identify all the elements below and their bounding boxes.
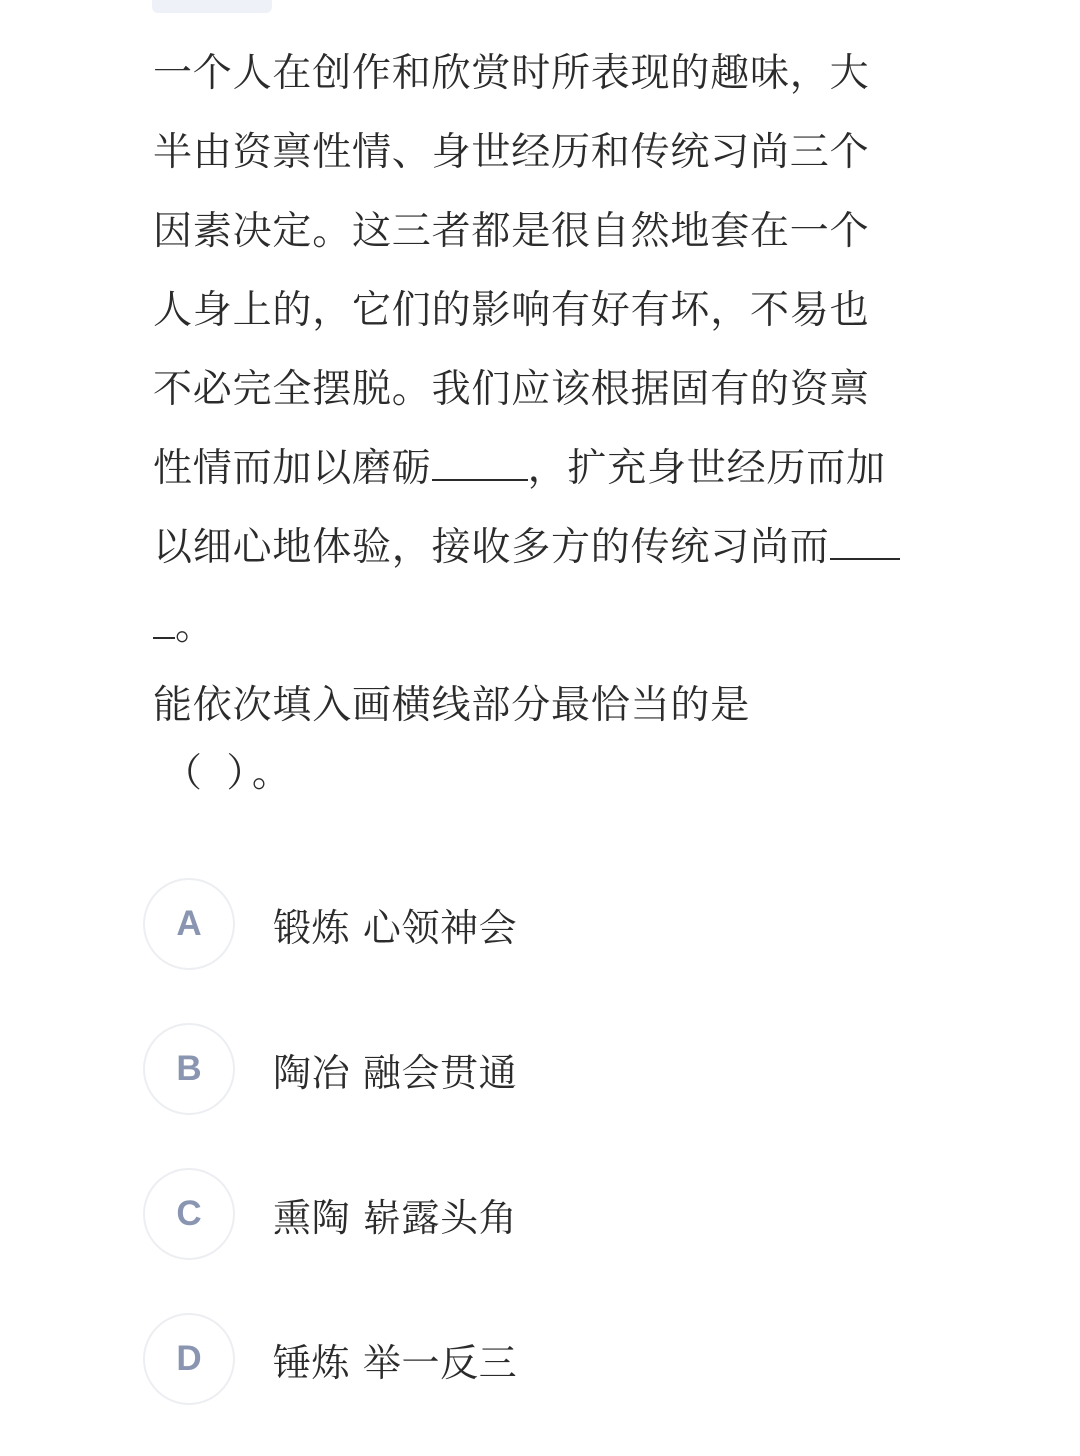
stem-line-5: 不必完全摆脱。我们应该根据固有的资禀 — [153, 367, 870, 412]
option-a[interactable] — [143, 876, 943, 972]
answer-blank-1 — [432, 445, 528, 481]
option-a-letter: A — [143, 878, 235, 970]
option-d[interactable] — [143, 1311, 943, 1407]
option-b-letter: B — [143, 1023, 235, 1115]
option-c-letter: C — [143, 1168, 235, 1260]
answer-parens: （ ）。 — [163, 751, 297, 796]
option-c[interactable] — [143, 1166, 943, 1262]
stem-line-1: 一个人在创作和欣赏时所表现的趣味，大 — [153, 51, 870, 96]
stem-line-4: 人身上的，它们的影响有好有坏，不易也 — [153, 288, 870, 333]
stem-line-6b: ，扩充身世经历而加 — [527, 446, 886, 491]
stem-line-6a: 性情而加以磨砺 — [153, 446, 432, 491]
question-type-tag — [152, 0, 272, 13]
option-d-text: 锤炼 举一反三 — [273, 1340, 518, 1385]
option-b-text: 陶冶 融会贯通 — [273, 1050, 518, 1095]
options-list — [143, 876, 943, 1456]
stem-line-3: 因素决定。这三者都是很自然地套在一个 — [153, 209, 870, 254]
stem-line-7: 以细心地体验，接收多方的传统习尚而 — [153, 525, 830, 570]
question-block — [153, 34, 943, 803]
option-c-text: 熏陶 崭露头角 — [273, 1195, 518, 1240]
option-d-letter: D — [143, 1313, 235, 1405]
option-a-text: 锻炼 心领神会 — [273, 905, 518, 950]
question-prompt: 能依次填入画横线部分最恰当的是 — [153, 683, 751, 728]
answer-blank-2-continued — [153, 603, 175, 639]
answer-blank-2 — [830, 524, 900, 560]
stem-line-8: 。 — [175, 604, 215, 649]
option-b[interactable] — [143, 1021, 943, 1117]
stem-line-2: 半由资禀性情、身世经历和传统习尚三个 — [153, 130, 870, 175]
question-stem — [153, 34, 943, 666]
